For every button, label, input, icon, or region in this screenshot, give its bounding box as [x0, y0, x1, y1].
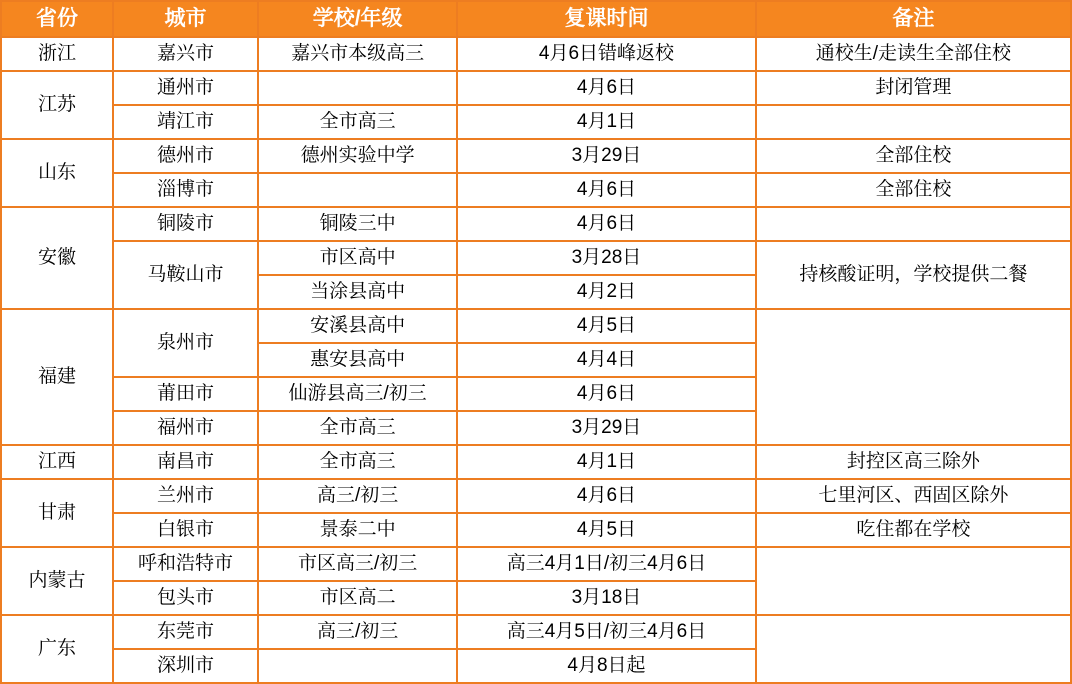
cell-province: 甘肃: [1, 479, 113, 547]
cell-school: 仙游县高三/初三: [258, 377, 457, 411]
cell-date: 4月6日: [457, 377, 756, 411]
cell-school: [258, 649, 457, 683]
cell-city: 马鞍山市: [113, 241, 258, 309]
cell-city: 呼和浩特市: [113, 547, 258, 581]
cell-date: 4月6日错峰返校: [457, 37, 756, 71]
cell-school: [258, 71, 457, 105]
cell-note: 七里河区、西固区除外: [756, 479, 1071, 513]
table-row: [1, 37, 1071, 71]
table-row: [1, 207, 1071, 241]
cell-school: 高三/初三: [258, 615, 457, 649]
table-row: [1, 139, 1071, 173]
cell-city: 包头市: [113, 581, 258, 615]
cell-date: 3月18日: [457, 581, 756, 615]
column-header-province: 省份: [1, 1, 113, 37]
cell-date: 4月1日: [457, 445, 756, 479]
cell-note: 封控区高三除外: [756, 445, 1071, 479]
cell-date: 4月6日: [457, 71, 756, 105]
cell-city: 通州市: [113, 71, 258, 105]
cell-note: [756, 207, 1071, 241]
cell-province: 山东: [1, 139, 113, 207]
cell-date: 4月4日: [457, 343, 756, 377]
column-header-city: 城市: [113, 1, 258, 37]
cell-school: 铜陵三中: [258, 207, 457, 241]
cell-date: 高三4月1日/初三4月6日: [457, 547, 756, 581]
cell-school: 全市高三: [258, 411, 457, 445]
table-row: [1, 105, 1071, 139]
cell-school: 安溪县高中: [258, 309, 457, 343]
cell-school: 德州实验中学: [258, 139, 457, 173]
cell-school: 景泰二中: [258, 513, 457, 547]
column-header-school: 学校/年级: [258, 1, 457, 37]
cell-school: 全市高三: [258, 105, 457, 139]
cell-date: 4月5日: [457, 309, 756, 343]
cell-city: 白银市: [113, 513, 258, 547]
column-header-note: 备注: [756, 1, 1071, 37]
cell-date: 4月8日起: [457, 649, 756, 683]
cell-date: 3月28日: [457, 241, 756, 275]
cell-province: 江西: [1, 445, 113, 479]
cell-city: 东莞市: [113, 615, 258, 649]
table-row: [1, 445, 1071, 479]
cell-note: [756, 547, 1071, 615]
cell-note: 全部住校: [756, 173, 1071, 207]
table-header-row: [1, 1, 1071, 37]
cell-note: 全部住校: [756, 139, 1071, 173]
table-row: [1, 615, 1071, 649]
cell-note: 持核酸证明，学校提供二餐: [756, 241, 1071, 309]
table-row: [1, 513, 1071, 547]
cell-province: 江苏: [1, 71, 113, 139]
cell-date: 4月6日: [457, 207, 756, 241]
cell-date: 4月5日: [457, 513, 756, 547]
table-row: [1, 309, 1071, 343]
cell-school: 全市高三: [258, 445, 457, 479]
cell-city: 深圳市: [113, 649, 258, 683]
cell-school: 嘉兴市本级高三: [258, 37, 457, 71]
cell-school: 高三/初三: [258, 479, 457, 513]
cell-city: 泉州市: [113, 309, 258, 377]
cell-school: 市区高三/初三: [258, 547, 457, 581]
cell-city: 兰州市: [113, 479, 258, 513]
cell-note: 封闭管理: [756, 71, 1071, 105]
table-row: [1, 479, 1071, 513]
cell-city: 铜陵市: [113, 207, 258, 241]
cell-province: 福建: [1, 309, 113, 445]
cell-school: 市区高二: [258, 581, 457, 615]
table-row: [1, 71, 1071, 105]
cell-date: 3月29日: [457, 139, 756, 173]
column-header-date: 复课时间: [457, 1, 756, 37]
cell-school: 惠安县高中: [258, 343, 457, 377]
table-row: [1, 241, 1071, 275]
table-row: [1, 173, 1071, 207]
cell-city: 福州市: [113, 411, 258, 445]
cell-note: 通校生/走读生全部住校: [756, 37, 1071, 71]
cell-city: 嘉兴市: [113, 37, 258, 71]
table-body: [1, 37, 1071, 683]
cell-province: 安徽: [1, 207, 113, 309]
cell-city: 德州市: [113, 139, 258, 173]
table-row: [1, 547, 1071, 581]
cell-date: 3月29日: [457, 411, 756, 445]
cell-date: 4月6日: [457, 173, 756, 207]
cell-date: 4月1日: [457, 105, 756, 139]
cell-province: 内蒙古: [1, 547, 113, 615]
cell-date: 4月6日: [457, 479, 756, 513]
cell-school: 当涂县高中: [258, 275, 457, 309]
cell-city: 淄博市: [113, 173, 258, 207]
cell-note: [756, 309, 1071, 445]
cell-school: [258, 173, 457, 207]
cell-note: [756, 105, 1071, 139]
cell-city: 靖江市: [113, 105, 258, 139]
cell-school: 市区高中: [258, 241, 457, 275]
cell-note: [756, 615, 1071, 683]
cell-note: 吃住都在学校: [756, 513, 1071, 547]
cell-city: 莆田市: [113, 377, 258, 411]
cell-date: 4月2日: [457, 275, 756, 309]
cell-province: 广东: [1, 615, 113, 683]
cell-date: 高三4月5日/初三4月6日: [457, 615, 756, 649]
cell-province: 浙江: [1, 37, 113, 71]
cell-city: 南昌市: [113, 445, 258, 479]
table-header: [1, 1, 1071, 37]
